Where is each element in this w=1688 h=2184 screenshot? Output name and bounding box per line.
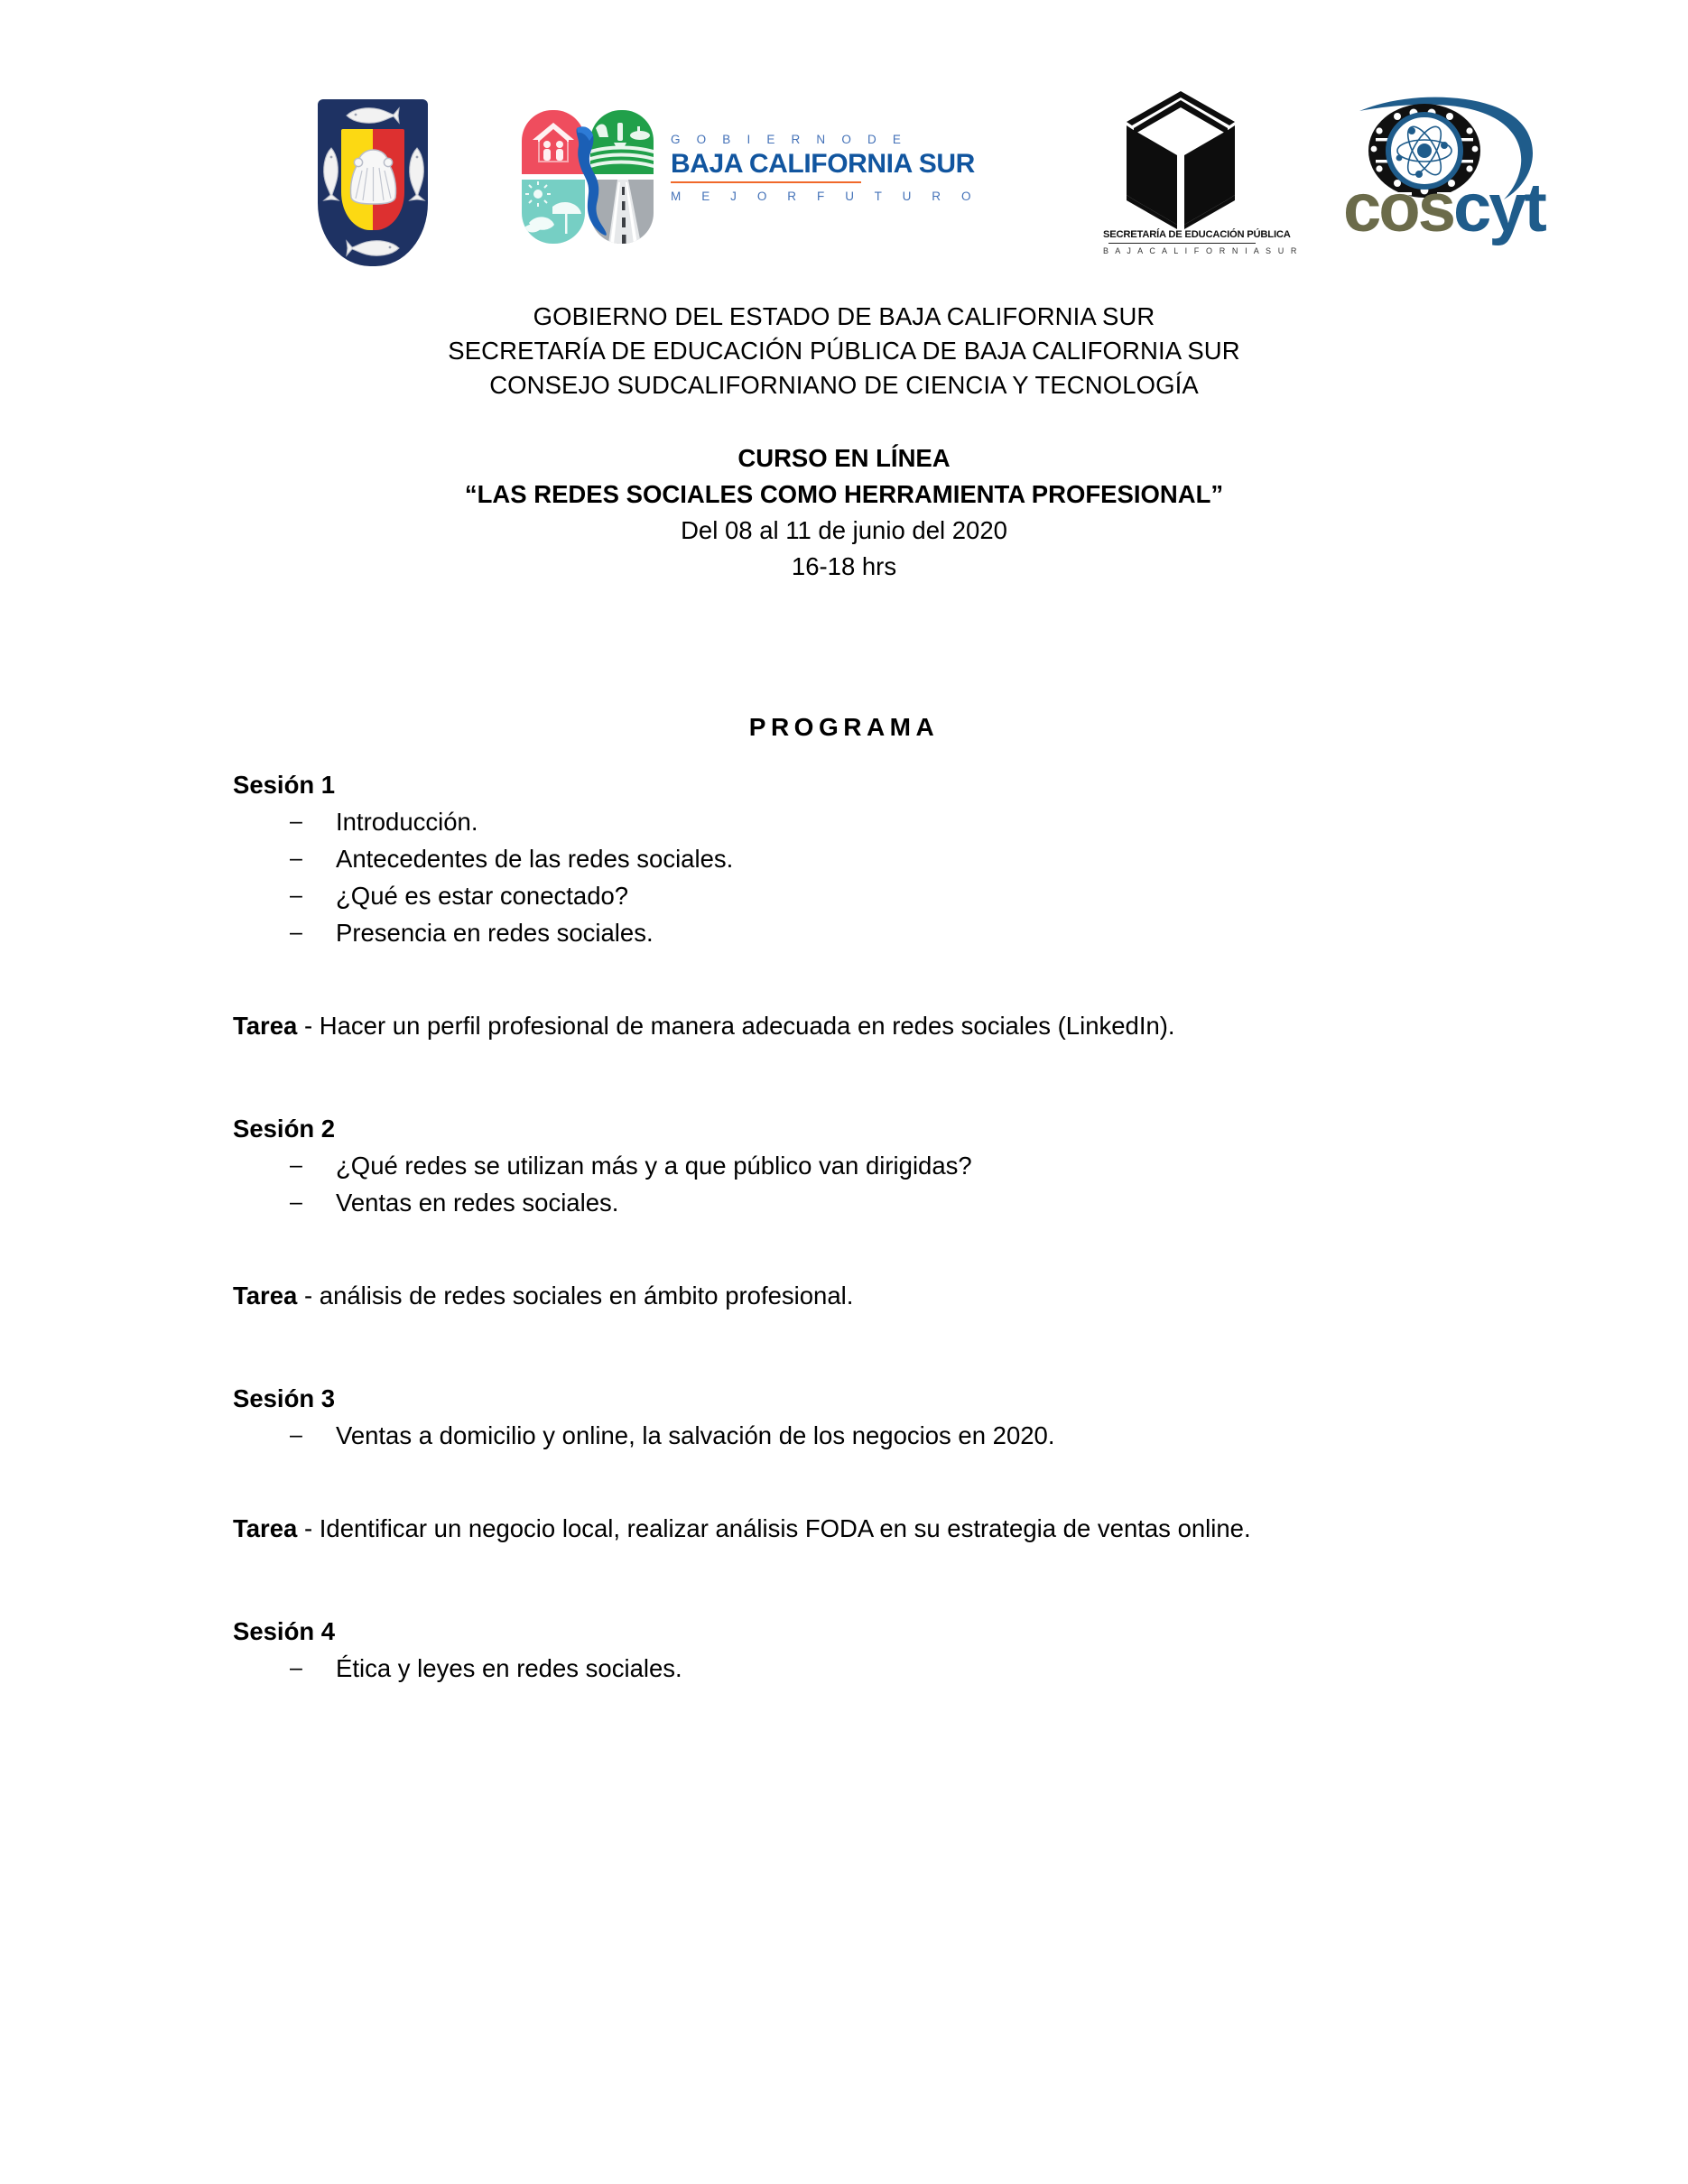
session-1-topic-4: Presencia en redes sociales. [336, 919, 654, 947]
sep-logo [1103, 89, 1300, 266]
session-1-topic-1: Introducción. [336, 808, 478, 836]
tarea-label: Tarea [233, 1012, 298, 1040]
bullet-dash-icon: – [290, 920, 302, 945]
course-title-block [0, 440, 1688, 585]
programa-body [233, 767, 1497, 1687]
session-3-tarea [233, 1510, 1497, 1547]
coscyt-word-part2: cyt [1452, 170, 1544, 246]
bullet-dash-icon: – [290, 883, 302, 908]
course-dates-label: Del 08 al 11 de junio del 2020 [681, 516, 1007, 544]
course-name-label: “LAS REDES SOCIALES COMO HERRAMIENTA PROFESIONAL” [464, 480, 1224, 508]
bullet-dash-icon: – [290, 809, 302, 834]
session-1-topic-3: ¿Qué es estar conectado? [336, 882, 629, 910]
session-block-2 [233, 1111, 1497, 1314]
tarea-text: - Hacer un perfil profesional de manera adecuada en redes sociales (LinkedIn). [297, 1012, 1175, 1040]
baja-california-sur-label: BAJA CALIFORNIA SUR [671, 149, 975, 179]
session-4-topic-1: Ética y leyes en redes sociales. [336, 1654, 682, 1682]
sep-subtitle-label: B A J A C A L I F O R N I A S U R [1103, 246, 1300, 255]
session-3-topic-1: Ventas a domicilio y online, la salvación de los negocios en 2020. [336, 1421, 1055, 1449]
tarea-label: Tarea [233, 1514, 298, 1542]
session-3-topic-list [233, 1417, 1497, 1454]
bullet-dash-icon: – [290, 1422, 302, 1448]
list-item [290, 914, 1497, 951]
header-line-2: SECRETARÍA DE EDUCACIÓN PÚBLICA DE BAJA CALIFORNIA SUR [448, 337, 1240, 365]
session-2-topic-2: Ventas en redes sociales. [336, 1189, 619, 1217]
session-2-topic-list [233, 1147, 1497, 1221]
list-item [290, 877, 1497, 914]
session-2-topic-1: ¿Qué redes se utilizan más y a que público van dirigidas? [336, 1152, 972, 1180]
fish-icon-right [408, 146, 426, 207]
session-block-3 [233, 1381, 1497, 1547]
escudo-bcs-icon [318, 99, 428, 266]
bullet-dash-icon: – [290, 846, 302, 871]
scallop-shell-icon [348, 149, 398, 205]
quadrant-vivienda-icon [522, 110, 585, 174]
gobierno-bcs-logo [522, 106, 980, 250]
tarea-text: - análisis de redes sociales en ámbito profesional. [297, 1282, 854, 1309]
wordmark-rule [671, 181, 861, 184]
header-logo-band [0, 86, 1688, 266]
quadrant-campo-icon [590, 110, 654, 174]
session-4-topic-list [233, 1650, 1497, 1687]
bullet-dash-icon: – [290, 1152, 302, 1178]
header-line-3: CONSEJO SUDCALIFORNIANO DE CIENCIA Y TECNOLOGÍA [489, 371, 1199, 399]
coscyt-wordmark [1343, 171, 1560, 245]
list-item [290, 840, 1497, 877]
bullet-dash-icon: – [290, 1189, 302, 1215]
gobierno-bcs-quadrant-icon [522, 110, 655, 245]
session-3-heading: Sesión 3 [233, 1384, 336, 1412]
session-1-topic-2: Antecedentes de las redes sociales. [336, 845, 734, 873]
fish-icon-top [345, 105, 401, 129]
tarea-label: Tarea [233, 1282, 298, 1309]
gobierno-de-label: G O B I E R N O D E [671, 133, 908, 146]
list-item [290, 1147, 1497, 1184]
session-1-heading: Sesión 1 [233, 771, 336, 799]
session-block-4 [233, 1614, 1497, 1687]
fish-icon-bottom [345, 237, 401, 262]
coscyt-word-part1: cos [1343, 170, 1453, 246]
course-hours-label: 16-18 hrs [791, 552, 897, 580]
sep-rule [1108, 243, 1256, 244]
list-item [290, 1650, 1497, 1687]
quadrant-carretera-icon [590, 180, 654, 244]
bullet-dash-icon: – [290, 1655, 302, 1680]
institution-header [0, 300, 1688, 403]
session-1-tarea [233, 1007, 1497, 1044]
fish-icon-left [322, 146, 340, 207]
sep-title-label: SECRETARÍA DE EDUCACIÓN PÚBLICA [1103, 229, 1291, 240]
session-2-heading: Sesión 2 [233, 1115, 336, 1143]
session-2-tarea [233, 1277, 1497, 1314]
tarea-text: - Identificar un negocio local, realizar análisis FODA en su estrategia de ventas online. [297, 1514, 1251, 1542]
course-type-label: CURSO EN LÍNEA [737, 444, 951, 472]
list-item [290, 1184, 1497, 1221]
quadrant-turismo-icon [522, 180, 585, 244]
open-book-icon [1121, 89, 1240, 229]
list-item [290, 803, 1497, 840]
session-1-topic-list [233, 803, 1497, 951]
mejor-futuro-label: M E J O R F U T U R O [671, 190, 980, 204]
list-item [290, 1417, 1497, 1454]
session-block-1 [233, 767, 1497, 1044]
session-4-heading: Sesión 4 [233, 1617, 336, 1645]
programa-heading: PROGRAMA [748, 713, 940, 741]
header-line-1: GOBIERNO DEL ESTADO DE BAJA CALIFORNIA SUR [533, 302, 1155, 330]
coscyt-logo [1343, 86, 1560, 262]
gobierno-bcs-wordmark [671, 133, 980, 204]
